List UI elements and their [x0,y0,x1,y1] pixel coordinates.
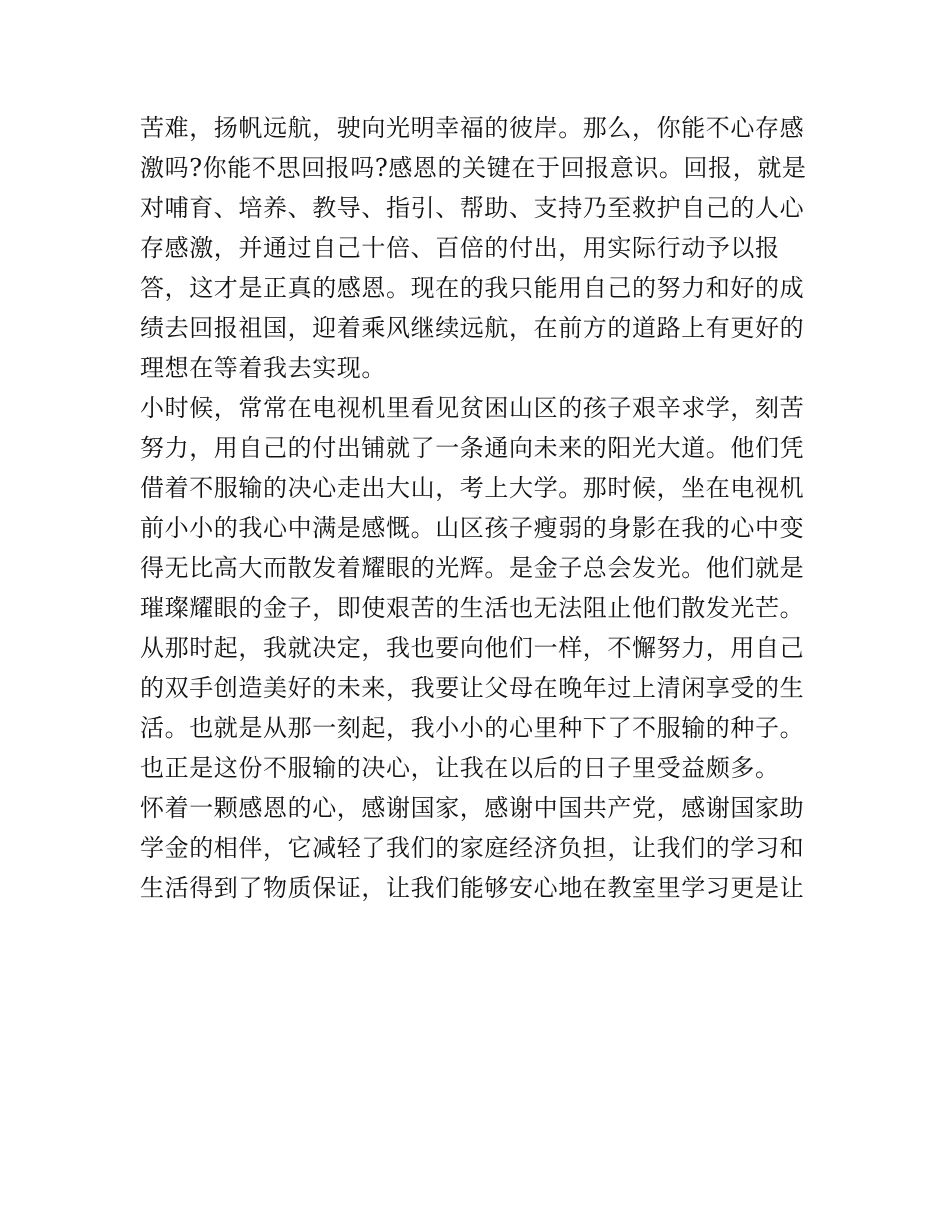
text-line: 也正是这份不服输的决心，让我在以后的日子里受益颇多。 [140,754,780,782]
text-line: 学金的相伴，它减轻了我们的家庭经济负担，让我们的学习和 [140,834,805,862]
text-line: 怀着一颗感恩的心，感谢国家，感谢中国共产党，感谢国家助 [140,794,805,822]
text-line: 小时候，常常在电视机里看见贫困山区的孩子艰辛求学，刻苦 [140,394,805,422]
text-line: 生活得到了物质保证，让我们能够安心地在教室里学习更是让 [140,874,805,902]
text-line: 从那时起，我就决定，我也要向他们一样，不懈努力，用自己 [140,634,805,662]
text-line: 存感激，并通过自己十倍、百倍的付出，用实际行动予以报 [140,234,780,262]
body-text [140,108,820,908]
text-line: 答，这才是正真的感恩。现在的我只能用自己的努力和好的成 [140,274,805,302]
text-line: 苦难，扬帆远航，驶向光明幸福的彼岸。那么，你能不心存感 [140,114,805,142]
text-line: 理想在等着我去实现。 [140,354,386,382]
text-line: 得无比高大而散发着耀眼的光辉。是金子总会发光。他们就是 [140,554,805,582]
text-line: 借着不服输的决心走出大山，考上大学。那时候，坐在电视机 [140,474,805,502]
text-line: 努力，用自己的付出铺就了一条通向未来的阳光大道。他们凭 [140,434,805,462]
text-line: 激吗?你能不思回报吗?感恩的关键在于回报意识。回报，就是 [140,154,807,182]
text-line: 璀璨耀眼的金子，即使艰苦的生活也无法阻止他们散发光芒。 [140,594,805,622]
text-line: 绩去回报祖国，迎着乘风继续远航，在前方的道路上有更好的 [140,314,805,342]
text-line: 对哺育、培养、教导、指引、帮助、支持乃至救护自己的人心 [140,194,805,222]
text-line: 的双手创造美好的未来，我要让父母在晚年过上清闲享受的生 [140,674,805,702]
text-line: 前小小的我心中满是感慨。山区孩子瘦弱的身影在我的心中变 [140,514,805,542]
text-line: 活。也就是从那一刻起，我小小的心里种下了不服输的种子。 [140,714,805,742]
